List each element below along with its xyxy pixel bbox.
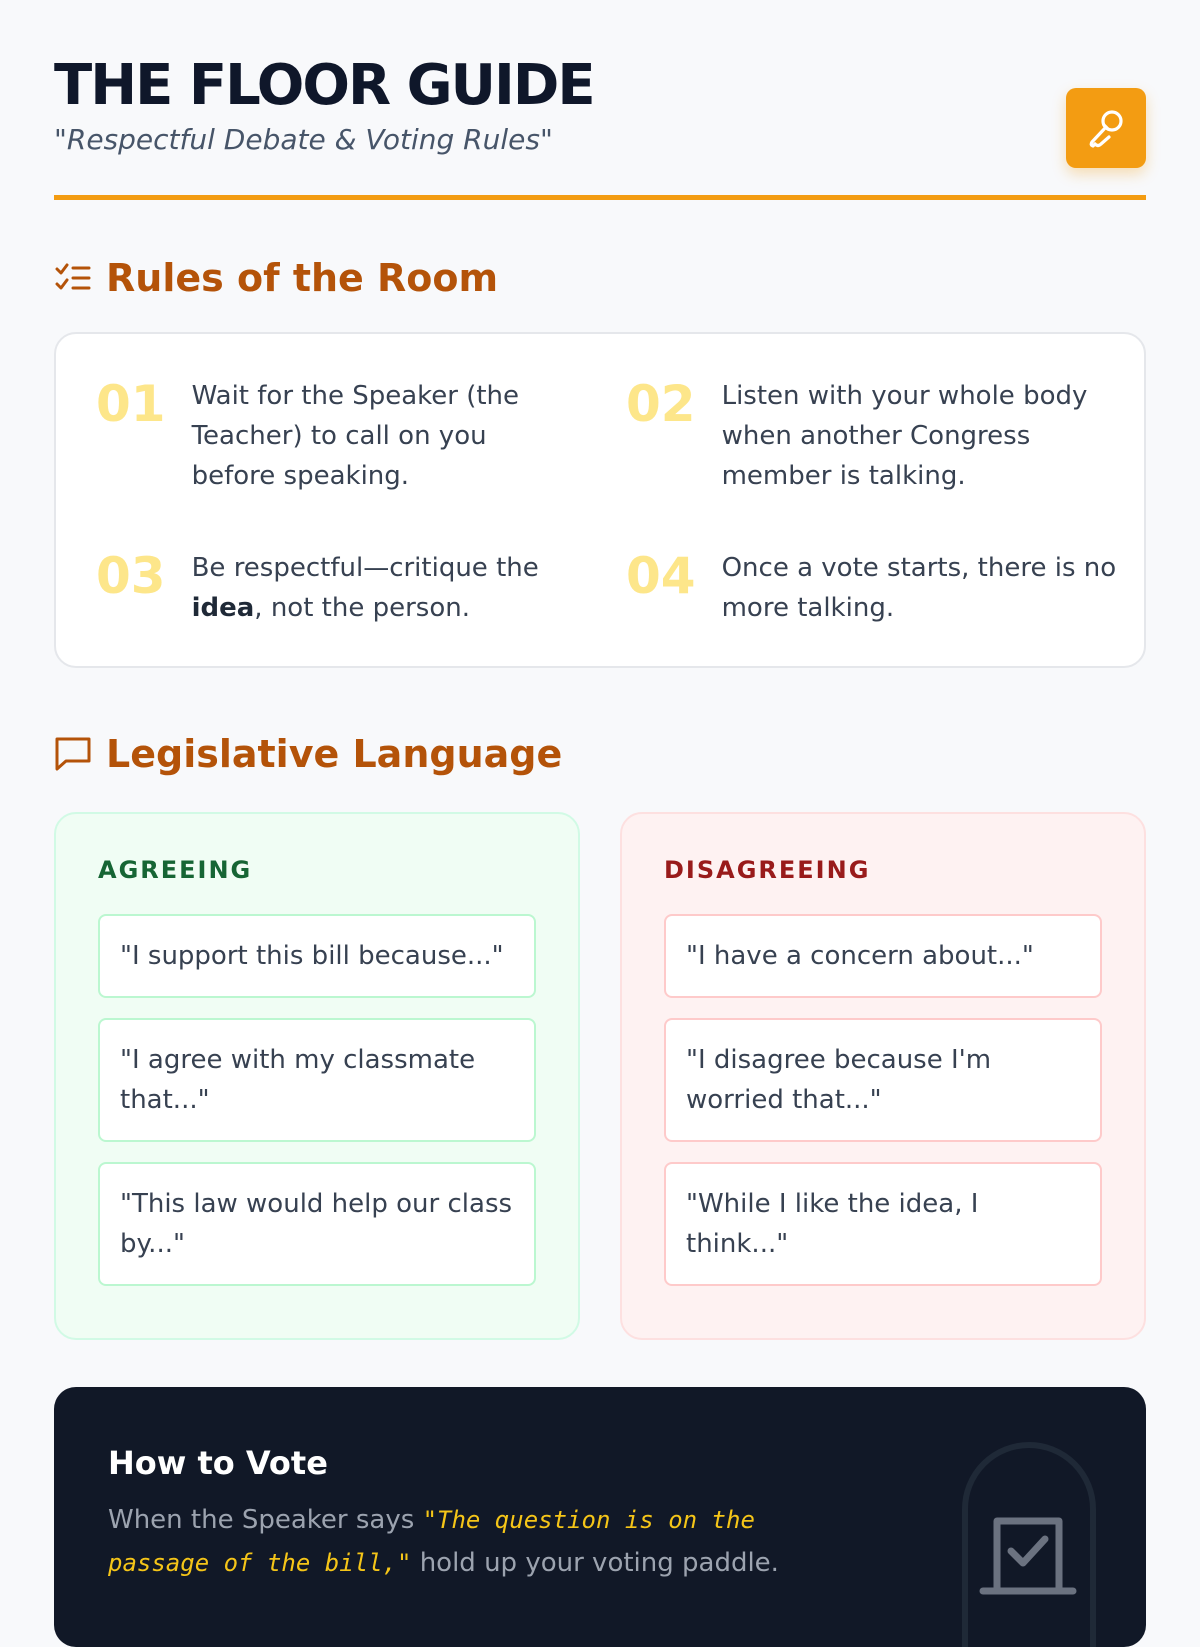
page-title: THE FLOOR GUIDE: [54, 53, 594, 118]
rule-item: [96, 376, 576, 496]
disagreeing-label: DISAGREEING: [664, 856, 871, 884]
agree-phrase: "This law would help our class by...": [98, 1162, 536, 1286]
language-heading: [54, 726, 1146, 782]
rule-text-after: , not the person.: [254, 593, 470, 623]
disagree-phrase: "I have a concern about...": [664, 914, 1102, 998]
rule-item: [626, 376, 1126, 496]
checklist-icon: [54, 259, 92, 297]
agree-phrase: "I support this bill because...": [98, 914, 536, 998]
header: [54, 0, 1146, 200]
rules-card: [54, 332, 1146, 668]
how-to-vote-panel: [54, 1387, 1146, 1647]
rule-text: Once a vote starts, there is no more talking.: [721, 553, 1117, 623]
agreeing-label: AGREEING: [98, 856, 253, 884]
rule-item: [96, 548, 576, 628]
disagree-phrase: "While I like the idea, I think...": [664, 1162, 1102, 1286]
rule-item: [626, 548, 1126, 628]
rule-text-bold: idea: [191, 593, 255, 623]
ballot-box-icon: [961, 1441, 1097, 1647]
microphone-button[interactable]: [1066, 88, 1146, 168]
disagreeing-panel: [620, 812, 1146, 1340]
vote-text-before: When the Speaker says: [108, 1505, 423, 1535]
rule-number: 04: [626, 547, 696, 605]
rules-heading: [54, 250, 1146, 306]
agreeing-panel: [54, 812, 580, 1340]
rule-text: [192, 548, 576, 628]
vote-instructions: [108, 1499, 868, 1585]
rule-text-before: Be respectful—critique the: [191, 553, 539, 583]
vote-text-after: hold up your voting paddle.: [411, 1548, 779, 1578]
language-heading-text: Legislative Language: [106, 732, 563, 776]
rules-heading-text: Rules of the Room: [106, 256, 499, 300]
agree-phrase: "I agree with my classmate that...": [98, 1018, 536, 1142]
page-subtitle: "Respectful Debate & Voting Rules": [54, 123, 553, 156]
vote-quote: "The question is on the passage of the bill,": [108, 1506, 755, 1577]
microphone-icon: [1084, 106, 1128, 150]
rule-text: Wait for the Speaker (the Teacher) to call on you before speaking.: [191, 381, 520, 491]
rule-number: 02: [626, 375, 696, 433]
rule-number: 03: [96, 547, 166, 605]
language-columns: [54, 812, 1146, 1340]
speech-bubble-icon: [54, 735, 92, 773]
rule-number: 01: [96, 375, 166, 433]
disagree-phrase: "I disagree because I'm worried that...": [664, 1018, 1102, 1142]
vote-title: How to Vote: [108, 1444, 328, 1482]
rule-text: Listen with your whole body when another Congress member is talking.: [721, 381, 1088, 491]
